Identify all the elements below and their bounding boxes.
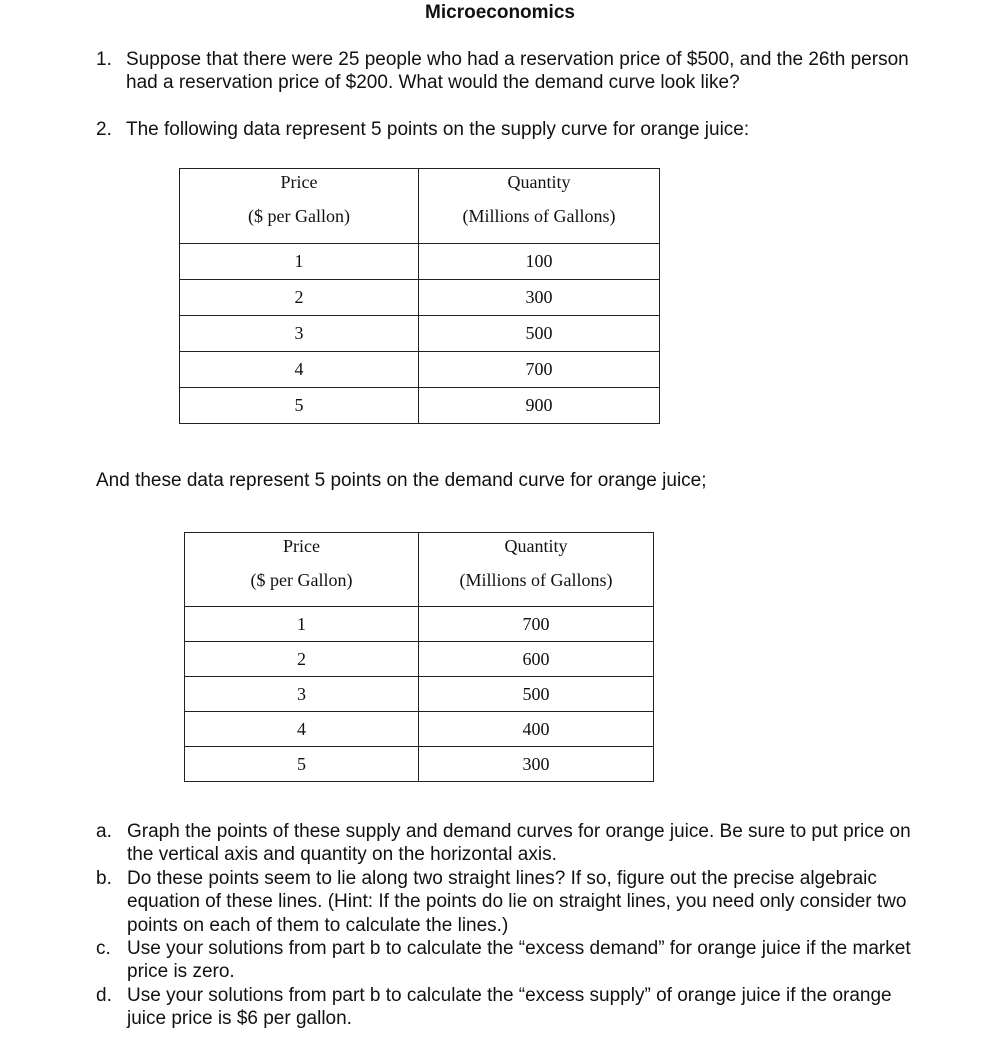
demand-price-cell: 1	[185, 607, 419, 642]
part-a-text: Graph the points of these supply and demand curves for orange juice. Be sure to put price on the vertical axis and quantity on the horizontal axis.	[127, 821, 911, 866]
demand-quantity-header-line2: (Millions of Gallons)	[459, 570, 613, 590]
list-item	[96, 867, 916, 937]
document-title: Microeconomics	[425, 2, 575, 23]
supply-quantity-cell: 900	[419, 388, 660, 424]
supply-table-quantity-header	[419, 169, 660, 244]
demand-quantity-cell: 700	[419, 607, 654, 642]
list-item	[96, 820, 916, 867]
supply-quantity-header-line2: (Millions of Gallons)	[462, 206, 616, 226]
demand-intro-text: And these data represent 5 points on the demand curve for orange juice;	[96, 470, 707, 491]
supply-quantity-header-line1: Quantity	[507, 172, 571, 192]
table-row	[185, 712, 654, 747]
question-1-text: Suppose that there were 25 people who had a reservation price of $500, and the 26th person had a reservation price of $200. What would the demand curve look like?	[126, 49, 909, 93]
demand-price-cell: 4	[185, 712, 419, 747]
demand-price-header-line1: Price	[283, 536, 320, 556]
part-b-label: b.	[96, 867, 112, 889]
table-row	[185, 677, 654, 712]
table-row	[185, 607, 654, 642]
supply-table	[179, 168, 660, 424]
supply-quantity-cell: 700	[419, 352, 660, 388]
supply-quantity-cell: 500	[419, 316, 660, 352]
demand-price-header-line2: ($ per Gallon)	[250, 570, 353, 590]
table-row	[180, 280, 660, 316]
demand-quantity-cell: 500	[419, 677, 654, 712]
question-1-number: 1.	[96, 49, 112, 70]
demand-table	[184, 532, 654, 782]
part-c-text: Use your solutions from part b to calculate the “excess demand” for orange juice if the market price is zero.	[127, 938, 911, 983]
table-row	[180, 388, 660, 424]
supply-table-price-header	[180, 169, 419, 244]
demand-price-cell: 2	[185, 642, 419, 677]
part-c-label: c.	[96, 938, 111, 960]
part-a-label: a.	[96, 821, 112, 842]
question-2-text: The following data represent 5 points on the supply curve for orange juice:	[126, 119, 750, 140]
supply-price-cell: 3	[180, 316, 419, 352]
part-d-label: d.	[96, 984, 112, 1006]
table-row	[180, 316, 660, 352]
demand-quantity-cell: 600	[419, 642, 654, 677]
supply-price-cell: 2	[180, 280, 419, 316]
supply-quantity-cell: 300	[419, 280, 660, 316]
demand-price-cell: 3	[185, 677, 419, 712]
list-item	[96, 937, 916, 984]
sub-questions-list	[96, 820, 916, 1031]
question-2	[96, 118, 916, 141]
demand-price-cell: 5	[185, 747, 419, 782]
demand-quantity-cell: 400	[419, 712, 654, 747]
supply-price-cell: 4	[180, 352, 419, 388]
demand-table-quantity-header	[419, 533, 654, 607]
table-row	[185, 642, 654, 677]
demand-quantity-header-line1: Quantity	[504, 536, 568, 556]
list-item	[96, 984, 916, 1031]
supply-price-cell: 1	[180, 244, 419, 280]
supply-price-cell: 5	[180, 388, 419, 424]
supply-table-header-row	[180, 169, 660, 244]
demand-table-header-row	[185, 533, 654, 607]
supply-price-header-line1: Price	[280, 172, 318, 192]
table-row	[180, 352, 660, 388]
part-d-text: Use your solutions from part b to calculate the “excess supply” of orange juice if the orange juice price is $6 per gallon.	[127, 984, 892, 1030]
supply-quantity-cell: 100	[419, 244, 660, 280]
demand-table-price-header	[185, 533, 419, 607]
part-b-text: Do these points seem to lie along two straight lines? If so, figure out the precise algebraic equation of these lines. (Hint: If the points do lie on straight lines, you need only consider two points on each of them to calculate the lines.)	[127, 867, 907, 936]
question-2-number: 2.	[96, 119, 112, 140]
demand-quantity-cell: 300	[419, 747, 654, 782]
table-row	[180, 244, 660, 280]
question-1	[96, 48, 916, 94]
supply-price-header-line2: ($ per Gallon)	[248, 206, 350, 226]
table-row	[185, 747, 654, 782]
